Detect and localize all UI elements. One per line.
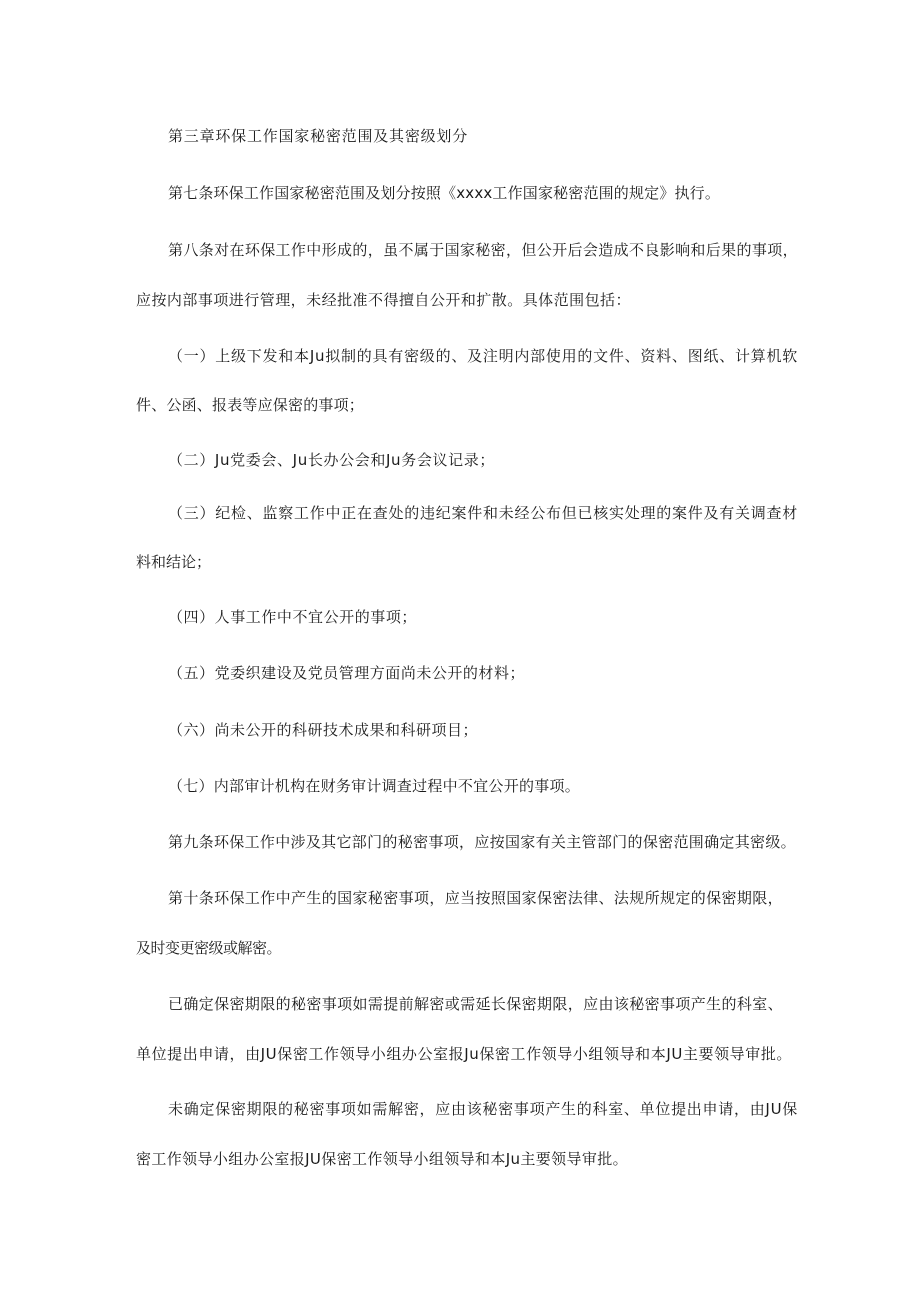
item-6: （六）尚未公开的科研技术成果和科研项目； [168, 721, 478, 739]
unfixed-term-line-1: 未确定保密期限的秘密事项如需解密，应由该秘密事项产生的科室、单位提出申请，由JU保 [168, 1100, 798, 1118]
item-3-line-2: 料和结论； [136, 553, 211, 571]
item-1-line-2: 件、公函、报表等应保密的事项； [136, 396, 364, 414]
item-4: （四）人事工作中不宜公开的事项； [168, 608, 417, 626]
article-7: 第七条环保工作国家秘密范围及划分按照《xxxx工作国家秘密范围的规定》执行。 [168, 184, 720, 202]
article-10-line-1: 第十条环保工作中产生的国家秘密事项，应当按照国家保密法律、法规所规定的保密期限， [168, 889, 783, 907]
unfixed-term-line-2: 密工作领导小组办公室报JU保密工作领导小组领导和本Ju主要领导审批。 [136, 1150, 628, 1168]
item-7: （七）内部审计机构在财务审计调查过程中不宜公开的事项。 [168, 777, 580, 795]
fixed-term-line-1: 已确定保密期限的秘密事项如需提前解密或需延长保密期限，应由该秘密事项产生的科室、 [168, 995, 783, 1013]
item-1-line-1: （一）上级下发和本Ju拟制的具有密级的、及注明内部使用的文件、资料、图纸、计算机软 [168, 347, 798, 365]
article-10-line-2: 及时变更密级或解密。 [136, 939, 281, 957]
fixed-term-line-2: 单位提出申请，由JU保密工作领导小组办公室报Ju保密工作领导小组领导和本JU主要领导审批。 [136, 1045, 792, 1063]
item-3-line-1: （三）纪检、监察工作中正在查处的违纪案件和未经公布但已核实处理的案件及有关调查材 [168, 504, 798, 522]
chapter-title: 第三章环保工作国家秘密范围及其密级划分 [168, 127, 468, 145]
article-8-line-2: 应按内部事项进行管理，未经批准不得擅自公开和扩散。具体范围包括： [136, 291, 631, 309]
article-9: 第九条环保工作中涉及其它部门的秘密事项，应按国家有关主管部门的保密范围确定其密级。 [168, 833, 796, 851]
item-2: （二）Ju党委会、Ju长办公会和Ju务会议记录； [168, 451, 495, 469]
item-5: （五）党委织建设及党员管理方面尚未公开的材料； [168, 664, 525, 682]
article-8-line-1: 第八条对在环保工作中形成的，虽不属于国家秘密，但公开后会造成不良影响和后果的事项， [168, 241, 798, 259]
